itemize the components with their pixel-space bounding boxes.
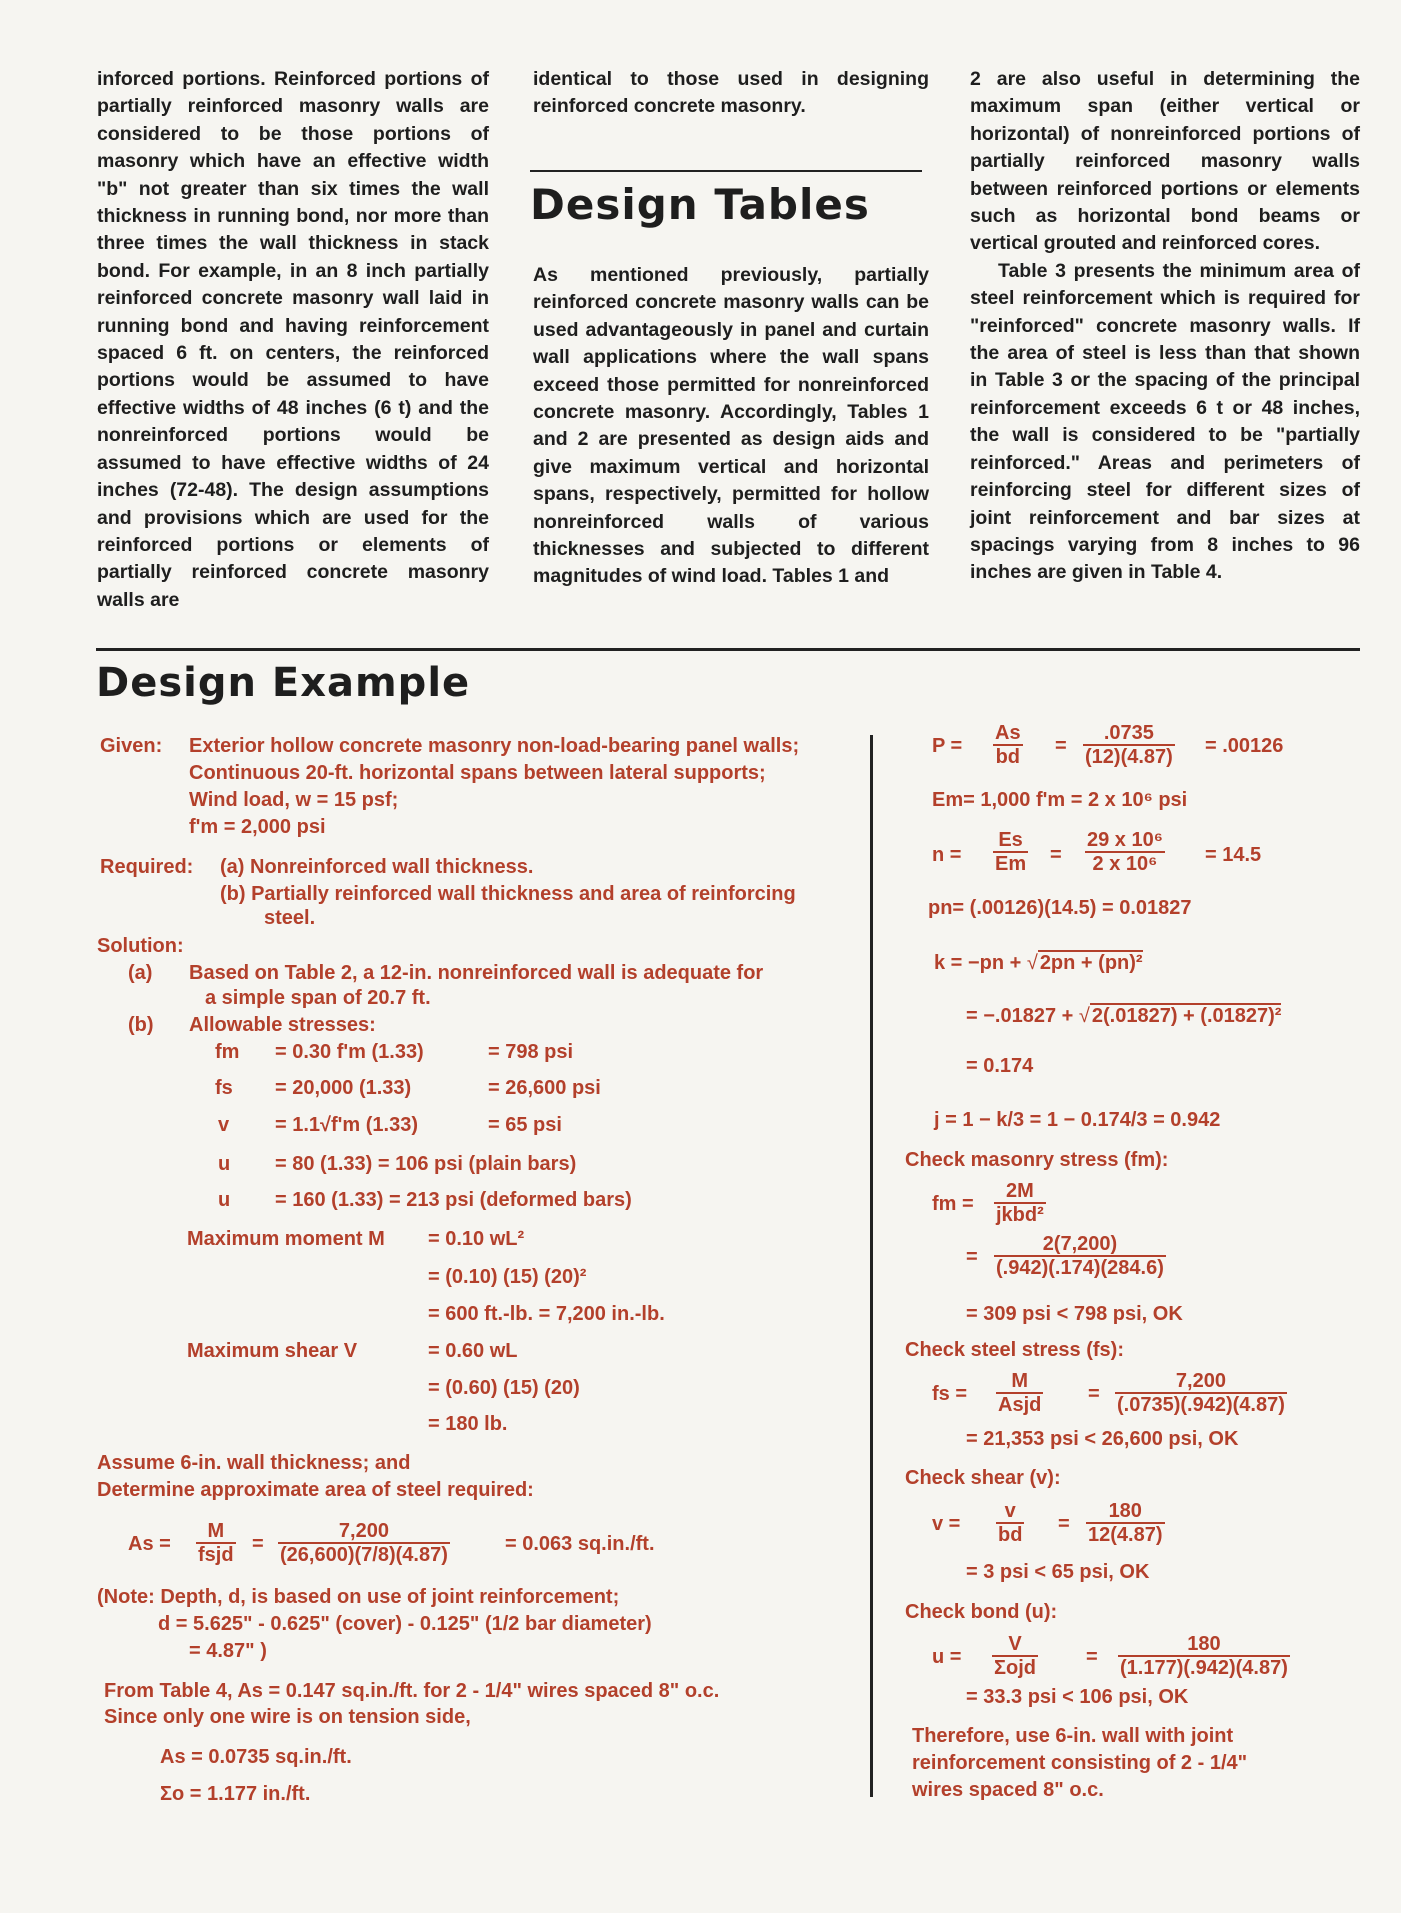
given-line: Exterior hollow concrete masonry non-load-bearing panel walls; — [189, 735, 800, 757]
numerator: 180 — [1118, 1633, 1290, 1657]
assume-text: Assume 6-in. wall thickness; and — [97, 1452, 411, 1474]
denominator: 12(4.87) — [1088, 1524, 1163, 1546]
equals: = — [252, 1533, 264, 1555]
solution-b-label: (b) — [128, 1014, 154, 1036]
k-expression: = −.01827 + — [966, 1005, 1074, 1027]
numerator: V — [992, 1633, 1038, 1657]
numerator: As — [995, 722, 1021, 744]
stress-result: = 26,600 psi — [488, 1077, 601, 1099]
stress-expr: = 0.30 f'm (1.33) — [275, 1041, 424, 1063]
fraction — [996, 1370, 1043, 1416]
text-column-2 — [533, 66, 929, 121]
sqrt-icon: √ — [1078, 1005, 1090, 1027]
n-lhs: n = — [932, 844, 962, 866]
denominator: jkbd² — [996, 1204, 1044, 1226]
equals: = — [1058, 1513, 1070, 1535]
moment-line: = 0.10 wL² — [428, 1228, 525, 1250]
stress-symbol: fm — [215, 1041, 240, 1063]
solution-text: Based on Table 2, a 12-in. nonreinforced wall is adequate for — [189, 962, 764, 984]
given-line: Continuous 20-ft. horizontal spans between lateral supports; — [189, 762, 766, 784]
stress-expr: = 160 (1.33) = 213 psi (deformed bars) — [275, 1189, 632, 1211]
equals: = — [1055, 735, 1067, 757]
solution-text: a simple span of 20.7 ft. — [205, 987, 431, 1009]
fraction — [993, 829, 1028, 875]
fraction — [994, 1180, 1046, 1226]
note-line: d = 5.625" - 0.625" (cover) - 0.125" (1/2 bar diameter) — [158, 1613, 652, 1635]
required-item: (b) Partially reinforced wall thickness and area of reinforcing — [220, 883, 796, 905]
section-heading-design-example: Design Example — [96, 660, 471, 706]
denominator: bd — [998, 1524, 1023, 1546]
denominator: 2 x 10⁶ — [1092, 853, 1158, 875]
note-line: (Note: Depth, d, is based on use of joint reinforcement; — [97, 1586, 620, 1608]
fraction — [994, 1233, 1166, 1279]
numerator: 2(7,200) — [994, 1233, 1166, 1257]
text-column-1 — [97, 66, 489, 614]
stress-result: = 798 psi — [488, 1041, 574, 1063]
equals: = — [1086, 1646, 1098, 1668]
stress-symbol: fs — [215, 1077, 233, 1099]
shear-label: Maximum shear V — [187, 1340, 358, 1362]
check-heading: Check masonry stress (fm): — [905, 1149, 1169, 1171]
u-lhs: u = — [932, 1646, 962, 1668]
stress-symbol: u — [218, 1189, 231, 1211]
fraction — [993, 722, 1023, 768]
as-equation-lhs: As = — [128, 1533, 171, 1555]
denominator: (.942)(.174)(284.6) — [996, 1257, 1164, 1279]
k-line — [934, 951, 1143, 975]
fraction — [1118, 1633, 1290, 1679]
fraction — [1115, 1370, 1287, 1416]
j-line: j = 1 − k/3 = 1 − 0.174/3 = 0.942 — [934, 1109, 1221, 1131]
v-result: = 3 psi < 65 psi, OK — [966, 1561, 1150, 1583]
p-result: = .00126 — [1205, 735, 1284, 757]
section-heading-design-tables: Design Tables — [530, 180, 870, 229]
p-lhs: P = — [932, 735, 963, 757]
note-line: = 4.87" ) — [189, 1640, 267, 1662]
radicand: 2pn + (pn)² — [1039, 952, 1143, 974]
paragraph: Table 3 presents the minimum area of steel reinforcement which is required for "reinforced" concrete masonry walls. If the area of steel is less than that shown in Table 3 or the spacing of the principal reinforcement exceeds 6 t or 48 inches, the wall is considered to be "partially reinforced." Areas and perimeters of reinforcing steel for different sizes of joint reinforcement and bar sizes at spacings varying from 8 inches to 96 inches are given in Table 4. — [970, 259, 1360, 584]
stress-expr: = 80 (1.33) = 106 psi (plain bars) — [275, 1153, 577, 1175]
table4-text: From Table 4, As = 0.147 sq.in./ft. for 2 - 1/4" wires spaced 8" o.c. — [104, 1680, 720, 1702]
solution-label: Solution: — [97, 935, 184, 957]
text-column-3 — [970, 66, 1360, 587]
numerator: 180 — [1086, 1500, 1165, 1524]
fraction — [1085, 829, 1165, 875]
equals: = — [966, 1246, 978, 1268]
divider — [96, 648, 1360, 651]
as-final: As = 0.0735 sq.in./ft. — [160, 1746, 352, 1768]
shear-line: = (0.60) (15) (20) — [428, 1377, 580, 1399]
numerator: M — [196, 1520, 236, 1544]
paragraph: identical to those used in designing reinforced concrete masonry. — [533, 68, 929, 118]
given-label: Given: — [100, 735, 163, 757]
k-expression: k = −pn + — [934, 952, 1022, 974]
fraction — [996, 1500, 1024, 1546]
conclusion: Therefore, use 6-in. wall with joint — [912, 1725, 1234, 1747]
denominator: (.0735)(.942)(4.87) — [1117, 1394, 1285, 1416]
fm-lhs: fm = — [932, 1193, 974, 1215]
n-result: = 14.5 — [1205, 844, 1262, 866]
required-item: (a) Nonreinforced wall thickness. — [220, 856, 534, 878]
conclusion: wires spaced 8" o.c. — [912, 1779, 1104, 1801]
em-line: Em= 1,000 f'm = 2 x 10⁶ psi — [932, 789, 1188, 811]
equals: = — [1088, 1383, 1100, 1405]
stress-symbol: v — [218, 1114, 230, 1136]
column-divider — [870, 735, 873, 1797]
fs-lhs: fs = — [932, 1383, 968, 1405]
denominator: Σojd — [994, 1657, 1036, 1679]
denominator: (1.177)(.942)(4.87) — [1120, 1657, 1288, 1679]
fraction — [196, 1520, 236, 1566]
check-heading: Check shear (v): — [905, 1467, 1061, 1489]
pn-line: pn= (.00126)(14.5) = 0.01827 — [928, 897, 1192, 919]
numerator: Es — [993, 829, 1028, 853]
numerator: 7,200 — [278, 1520, 450, 1544]
denominator: (26,600)(7/8)(4.87) — [280, 1544, 448, 1566]
radicand: 2(.01827) + (.01827)² — [1091, 1005, 1282, 1027]
shear-line: = 180 lb. — [428, 1413, 508, 1435]
sqrt-icon: √ — [1026, 952, 1038, 974]
denominator: (12)(4.87) — [1085, 746, 1173, 768]
numerator: 7,200 — [1115, 1370, 1287, 1394]
numerator: 2M — [994, 1180, 1046, 1204]
k-line — [966, 1004, 1281, 1028]
as-result: = 0.063 sq.in./ft. — [505, 1533, 655, 1555]
denominator: Em — [995, 853, 1027, 875]
check-heading: Check bond (u): — [905, 1601, 1058, 1623]
numerator: .0735 — [1083, 722, 1175, 746]
given-line: f'm = 2,000 psi — [189, 816, 326, 838]
v-lhs: v = — [932, 1513, 961, 1535]
divider — [530, 170, 922, 172]
denominator: Asjd — [998, 1394, 1042, 1416]
stress-expr: = 1.1√f'm (1.33) — [275, 1114, 419, 1136]
numerator: M — [996, 1370, 1043, 1394]
given-line: Wind load, w = 15 psf; — [189, 789, 399, 811]
denominator: fsjd — [198, 1544, 234, 1566]
paragraph: inforced portions. Reinforced portions of partially reinforced masonry walls are considered to be those portions of masonry which have an effective width "b" not greater than six times the wall thickness in running bond, nor more than three times the wall thickness in stack bond. For example, in an 8 inch partially reinforced concrete masonry wall laid in running bond and having reinforcement spaced 6 ft. on centers, the reinforced portions would be assumed to have effective widths of 48 inches (6 t) and the nonreinforced portions would be assumed to have effective widths of 24 inches (72-48). The design assumptions and provisions which are used for the reinforced portions or elements of partially reinforced concrete masonry walls are — [97, 68, 489, 611]
numerator: v — [996, 1500, 1024, 1524]
table4-text: Since only one wire is on tension side, — [104, 1706, 471, 1728]
stress-result: = 65 psi — [488, 1114, 562, 1136]
fraction — [1083, 722, 1175, 768]
required-item: steel. — [264, 907, 316, 929]
fraction — [1086, 1500, 1165, 1546]
conclusion: reinforcement consisting of 2 - 1/4" — [912, 1752, 1248, 1774]
solution-text: Allowable stresses: — [189, 1014, 376, 1036]
text-column-2-body — [533, 262, 929, 591]
fraction — [278, 1520, 450, 1566]
so-final: Σo = 1.177 in./ft. — [160, 1783, 311, 1805]
k-result: = 0.174 — [966, 1055, 1034, 1077]
assume-text: Determine approximate area of steel required: — [97, 1479, 534, 1501]
check-heading: Check steel stress (fs): — [905, 1339, 1124, 1361]
numerator: 29 x 10⁶ — [1087, 829, 1163, 851]
stress-expr: = 20,000 (1.33) — [275, 1077, 412, 1099]
required-label: Required: — [100, 856, 194, 878]
shear-line: = 0.60 wL — [428, 1340, 518, 1362]
paragraph: As mentioned previously, partially reinforced concrete masonry walls can be used advantageously in panel and curtain wall applications where the wall spans exceed those permitted for nonreinforced concrete masonry. Accordingly, Tables 1 and 2 are presented as design aids and give maximum vertical and horizontal spans, respectively, permitted for hollow nonreinforced walls of various thicknesses and subjected to different magnitudes of wind load. Tables 1 and — [533, 264, 929, 588]
solution-a-label: (a) — [128, 962, 153, 984]
fm-result: = 309 psi < 798 psi, OK — [966, 1303, 1183, 1325]
u-result: = 33.3 psi < 106 psi, OK — [966, 1686, 1189, 1708]
moment-label: Maximum moment M — [187, 1228, 385, 1250]
equals: = — [1050, 844, 1062, 866]
moment-line: = (0.10) (15) (20)² — [428, 1266, 587, 1288]
fs-result: = 21,353 psi < 26,600 psi, OK — [966, 1428, 1239, 1450]
stress-symbol: u — [218, 1153, 231, 1175]
moment-line: = 600 ft.-lb. = 7,200 in.-lb. — [428, 1303, 665, 1325]
fraction — [992, 1633, 1038, 1679]
denominator: bd — [995, 746, 1020, 768]
paragraph: 2 are also useful in determining the maximum span (either vertical or horizontal) of nonreinforced portions of partially reinforced masonry walls between reinforced portions or elements such as horizontal bond beams or vertical grouted and reinforced cores. — [970, 68, 1360, 255]
